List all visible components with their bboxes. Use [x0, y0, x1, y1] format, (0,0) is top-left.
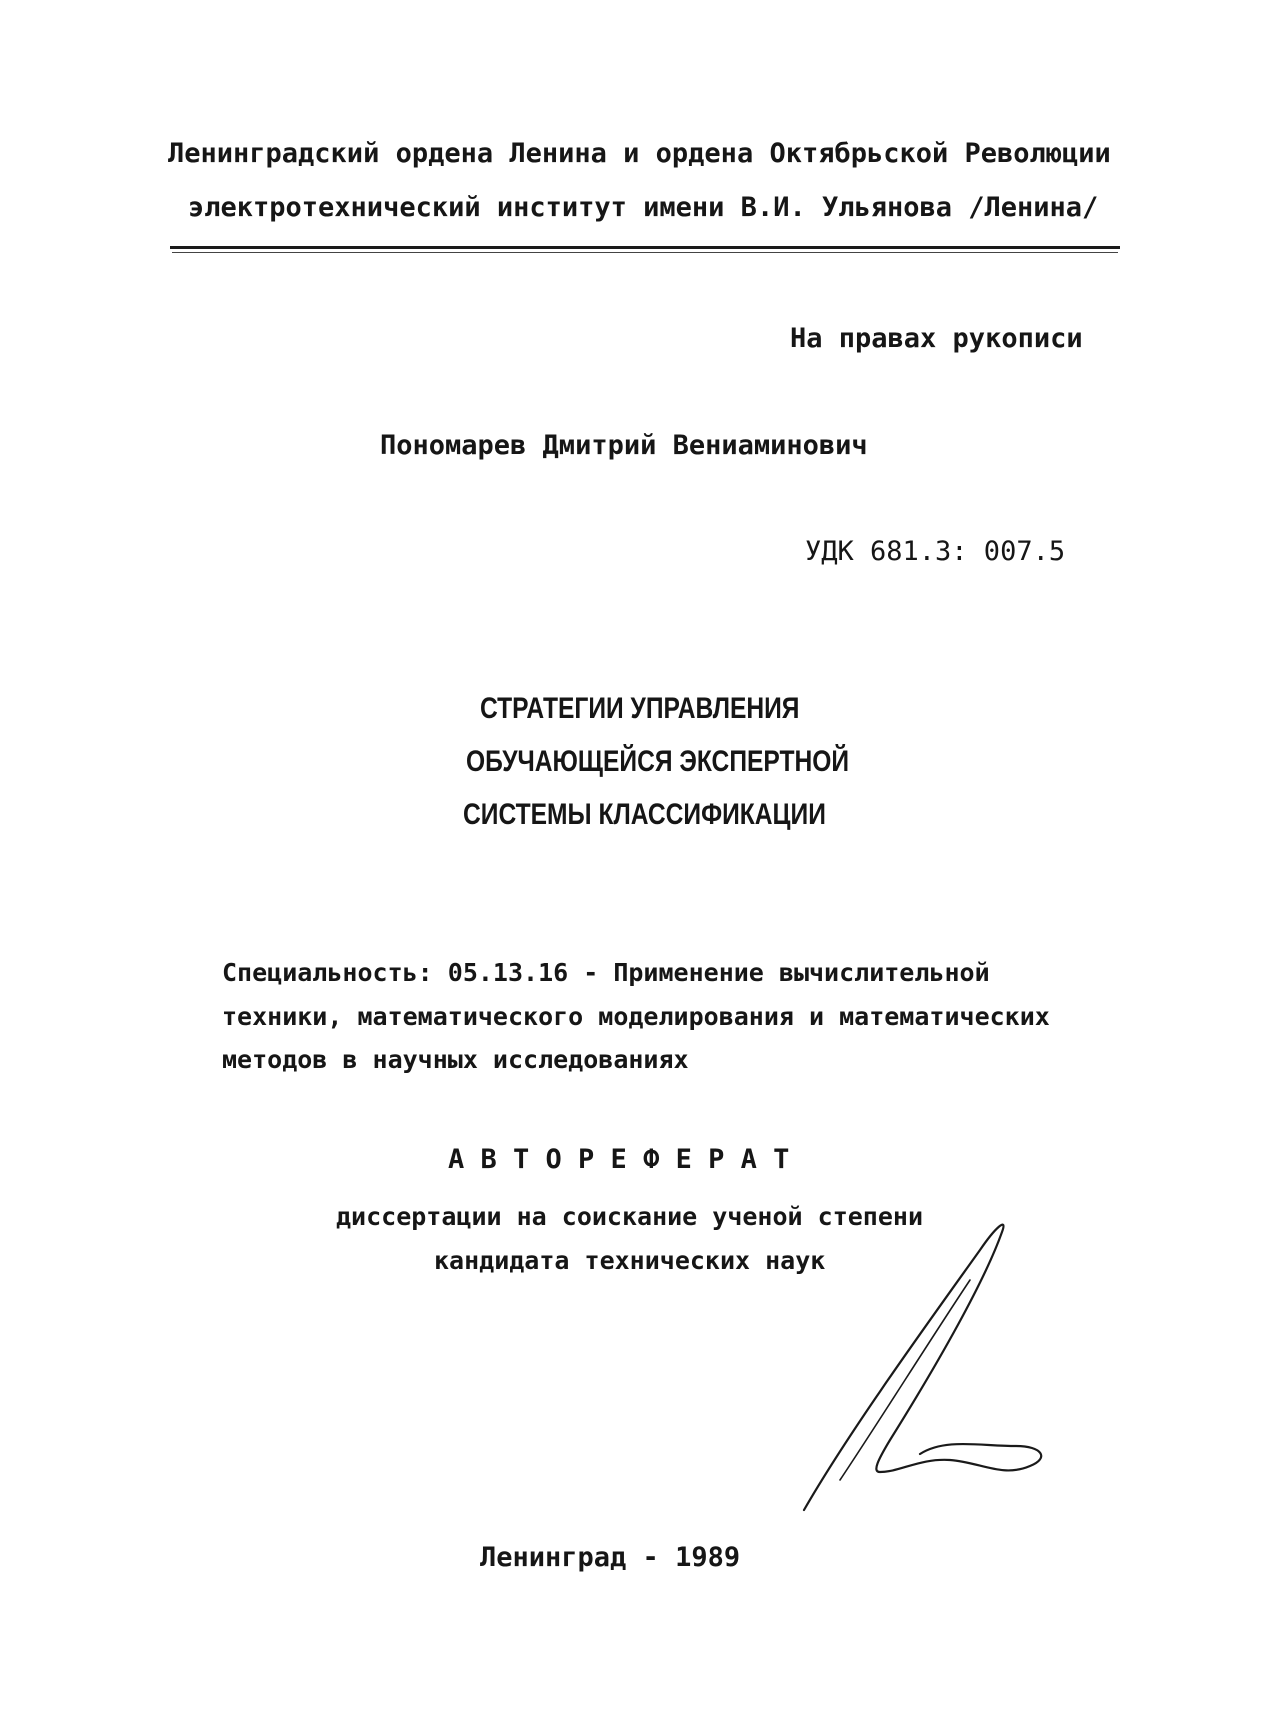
title-line2: ОБУЧАЮЩЕЙСЯ ЭКСПЕРТНОЙ [466, 745, 850, 778]
handwritten-signature [780, 1210, 1080, 1530]
purpose-line2: кандидата технических наук [434, 1246, 826, 1275]
title-line3: СИСТЕМЫ КЛАССИФИКАЦИИ [463, 798, 826, 831]
document-type: А В Т О Р Е Ф Е Р А Т [448, 1144, 790, 1175]
institution-name-line1: Ленинградский ордена Ленина и ордена Октябрьской Революции [168, 138, 1111, 169]
specialty-line1: Специальность: 05.13.16 - Применение вычислительной [222, 958, 990, 987]
header-divider [170, 246, 1120, 249]
author-name: Пономарев Дмитрий Вениаминович [380, 430, 868, 461]
institution-name-line2: электротехнический институт имени В.И. Ульянова /Ленина/ [188, 192, 1099, 223]
specialty-line3: методов в научных исследованиях [222, 1045, 689, 1074]
title-line1: СТРАТЕГИИ УПРАВЛЕНИЯ [480, 692, 800, 725]
udc-code: УДК 681.3: 007.5 [805, 536, 1066, 567]
place-and-year: Ленинград - 1989 [480, 1542, 741, 1573]
header-divider-thin [172, 252, 1118, 253]
specialty-line2: техники, математического моделирования и математических [222, 1002, 1050, 1031]
rights-note: На правах рукописи [790, 323, 1083, 354]
purpose-line1: диссертации на соискание ученой степени [336, 1202, 923, 1231]
